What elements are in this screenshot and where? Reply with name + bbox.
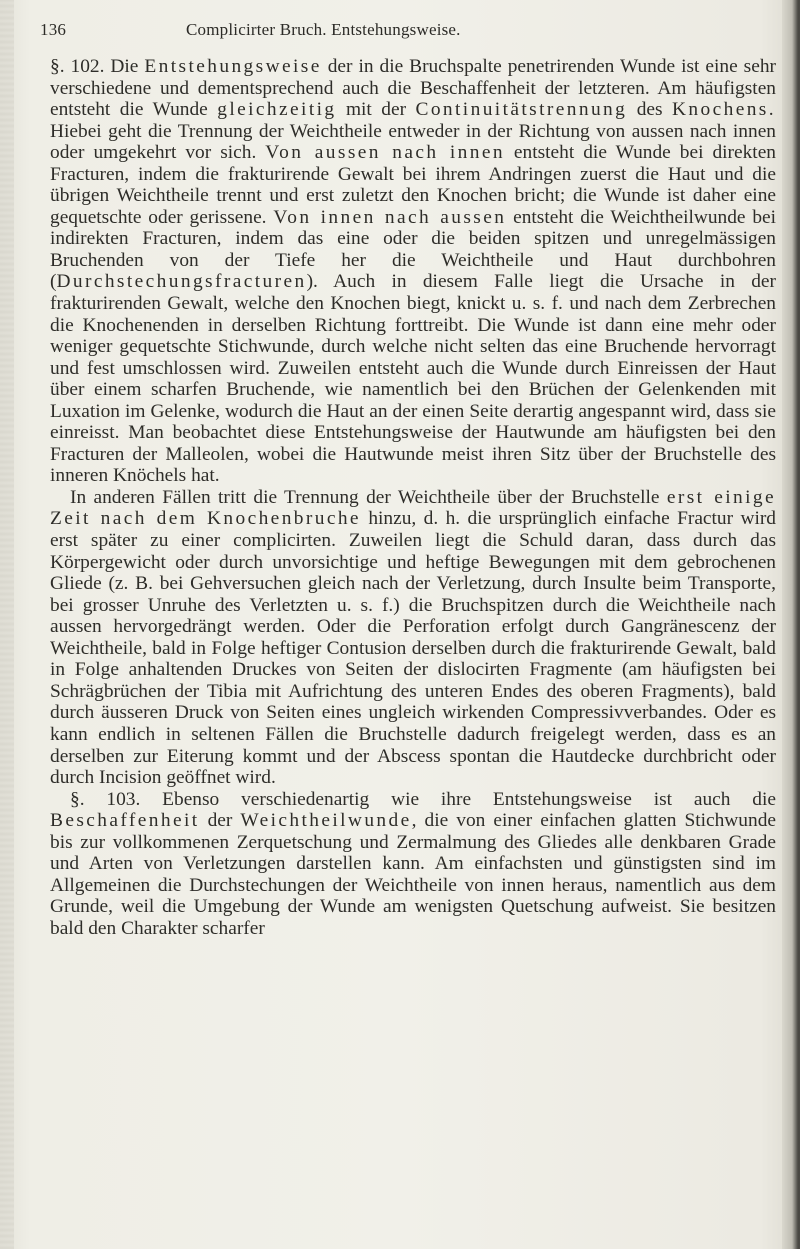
text-run: Hiebei geht die Trennung der Weichtheile entweder in der Richtung von aussen nach innen oder umgekehrt vor sich. bbox=[50, 120, 776, 164]
spaced-emphasis: Durchstechungsfracturen bbox=[56, 271, 307, 293]
body-text bbox=[50, 56, 776, 939]
spaced-emphasis: Von innen nach aussen bbox=[273, 206, 507, 228]
text-run: der bbox=[199, 810, 241, 832]
text-run: , die von einer einfachen glatten Stichwunde bis zur vollkommenen Zerquetschung und Zermalmung des Gliedes alle denkbaren Grade und Arten von Verletzungen darstellen kann. Am einfachsten und günstigsten sind im Allgemeinen die Durchstechungen der Weichtheile von innen heraus, namentlich aus dem Grunde, weil die Umgebung der Wunde am wenigsten Quetschung aufweist. Sie besitzen bald den Charakter scharfer bbox=[50, 810, 776, 939]
spaced-emphasis: Continuitätstrennung bbox=[415, 99, 628, 121]
page-edge-shadow bbox=[782, 0, 800, 1249]
text-run: des bbox=[627, 99, 672, 121]
text-run: §. 102. Die bbox=[50, 56, 145, 77]
spaced-emphasis: erst einige Zeit nach dem Knochenbruche bbox=[50, 486, 776, 530]
paragraph-103 bbox=[50, 789, 776, 940]
text-run: der in die Bruchspalte penetrirenden Wunde ist eine sehr verschiedene und dementsprechend auch die Beschaffenheit der letzteren. Am häufigsten entsteht die Wunde bbox=[50, 56, 776, 121]
text-run: hinzu, d. h. die ursprünglich einfache Fractur wird erst später zu einer complicirten. Zuweilen liegt die Schuld daran, dass durch das Körpergewicht oder durch unvorsichtige und heftige Bewegungen mit dem gebrochenen Gliede (z. B. bei Gehversuchen gleich nach der Verletzung, durch Insulte beim Transporte, bei grosser Unruhe des Verletzten u. s. f.) die Bruchspitzen durch die Weichtheile nach aussen hervorgedrängt werden. Oder die Perforation erfolgt durch Gangränescenz der Weichtheile, bald in Folge heftiger Contusion derselben durch die frakturirende Gewalt, bald in Folge anhaltenden Druckes von Seiten der dislocirten Fragmente (am häufigsten bei Schrägbrüchen der Tibia mit Aufrichtung des unteren Endes des oberen Fragments), bald durch äusseren Druck von Seiten eines ungleich wirkenden Compressivverbandes. Oder es kann endlich in seltenen Fällen die Bruchstelle dadurch freigelegt werden, dass es an derselben zur Eiterung kommt und der Abscess spontan die Hautdecke durchbricht oder durch Incision geöffnet wird. bbox=[50, 508, 777, 789]
text-run: entsteht die Weichtheilwunde bei indirekten Fracturen, indem das eine oder die beiden spitzen und unregelmässigen Bruchenden von der Tiefe her die Weichtheile und Haut durchbohren ( bbox=[50, 206, 777, 293]
text-run: ). Auch in diesem Falle liegt die Ursache in der frakturirenden Gewalt, welche den Knochen biegt, knickt u. s. f. und nach dem Zerbrechen die Knochenenden in derselben Richtung forttreibt. Die Wunde ist dann eine mehr oder weniger gequetschte Stichwunde, durch welche nicht selten das eine Bruchende hervorragt und fest umschlossen wird. Zuweilen entsteht auch die Wunde durch Einreissen der Haut über einem scharfen Bruchende, wie namentlich bei den Brüchen der Gelenkenden mit Luxation im Gelenke, wodurch die Haut an der einen Seite derartig angespannt wird, dass sie einreisst. Man beobachtet diese Entstehungsweise der Hautwunde am häufigsten bei den Fracturen der Malleolen, wobei die Hautwunde meist ihren Sitz über der Bruchstelle des inneren Knöchels hat. bbox=[50, 271, 776, 487]
text-run: In anderen Fällen tritt die Trennung der Weichtheile über der Bruchstelle bbox=[70, 486, 667, 508]
spaced-emphasis: gleichzeitig bbox=[217, 99, 337, 121]
spaced-emphasis: Knochens. bbox=[672, 99, 776, 121]
text-run: mit der bbox=[336, 99, 416, 121]
paragraph-102 bbox=[50, 56, 776, 487]
running-title: Complicirter Bruch. Entstehungsweise. bbox=[186, 20, 461, 39]
text-run: §. 103. Ebenso verschiedenartig wie ihre Entstehungsweise ist auch die bbox=[70, 788, 776, 810]
spaced-emphasis: Von aussen nach innen bbox=[265, 142, 505, 164]
running-header bbox=[40, 20, 766, 46]
text-run: entsteht die Wunde bei direkten Fracturen, indem die frakturirende Gewalt bei ihrem Andringen zuerst die Haut und die übrigen Weichtheile trennt und erst zuletzt den Knochen bricht; die Wunde ist daher eine gequetschte oder gerissene. bbox=[50, 142, 776, 228]
paragraph-continuation bbox=[50, 487, 776, 789]
page-number: 136 bbox=[40, 20, 67, 39]
spaced-emphasis: Entstehungsweise bbox=[144, 56, 322, 77]
spaced-emphasis: Weichtheilwunde bbox=[240, 810, 412, 832]
spaced-emphasis: Beschaffenheit bbox=[50, 810, 200, 832]
page-gutter bbox=[0, 0, 14, 1249]
